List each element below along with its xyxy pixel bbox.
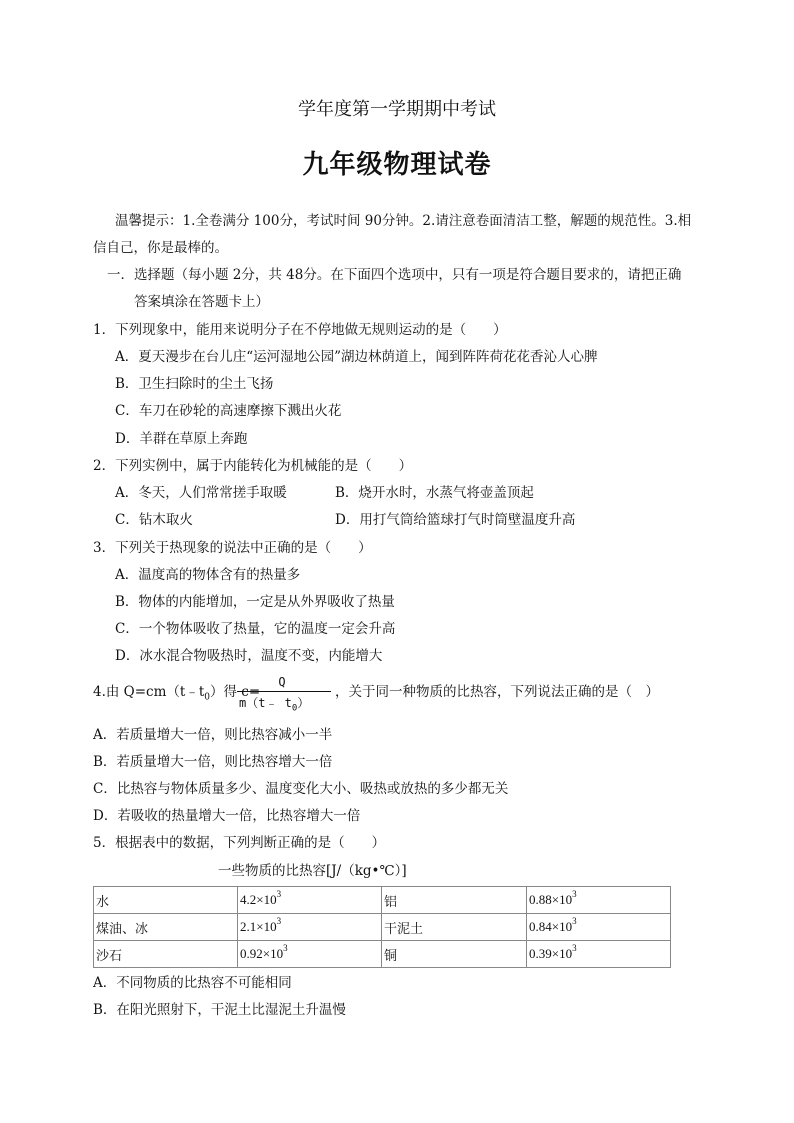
question-1-option-d: D．羊群在草原上奔跑 <box>115 431 248 447</box>
substance-cell: 沙石 <box>94 941 238 968</box>
section-heading-line-2: 答案填涂在答题卡上） <box>134 294 269 310</box>
table-row <box>94 887 671 914</box>
question-5-option-a: A．不同物质的比热容不可能相同 <box>93 975 292 991</box>
substance-cell: 干泥土 <box>382 914 527 941</box>
value-cell: $0.92\times 10^3$ <box>238 941 382 968</box>
question-4-stem-suffix: ，关于同一种物质的比热容，下列说法正确的是（ ） <box>335 684 659 700</box>
question-5-stem: 5．根据表中的数据，下列判断正确的是（ ） <box>93 835 386 851</box>
substance-cell: 铝 <box>382 887 527 914</box>
question-1-option-a: A．夏天漫步在台儿庄“运河湿地公园”湖边林荫道上，闻到阵阵荷花花香沁人心脾 <box>115 349 598 365</box>
value-cell: $0.39\times 10^3$ <box>527 941 671 968</box>
fraction-bar <box>237 691 331 692</box>
table-row <box>94 941 671 968</box>
table-row <box>94 914 671 941</box>
value-cell: $0.84\times 10^3$ <box>527 914 671 941</box>
exam-subtitle: 学年度第一学期期中考试 <box>298 99 496 120</box>
question-2-stem: 2．下列实例中，属于内能转化为机械能的是（ ） <box>93 458 413 474</box>
specific-heat-table <box>93 886 671 968</box>
fraction-denominator-subscript: 0 <box>291 703 298 714</box>
section-heading-line-1: 一．选择题（每小题 2分，共 48分。在下面四个选项中，只有一项是符合题目要求的，请把正确 <box>107 267 682 283</box>
table-caption: 一些物质的比热容[J/（kg•℃）] <box>218 863 407 879</box>
question-3-option-d: D．冰水混合物吸热时，温度不变，内能增大 <box>115 648 383 664</box>
question-4-formula-text: 4.由 Q=cm（t﹣t <box>93 684 205 700</box>
substance-cell: 煤油、冰 <box>94 914 238 941</box>
question-2-option-c: C．钻木取火 <box>115 512 193 528</box>
question-3-option-a: A．温度高的物体含有的热量多 <box>115 567 301 583</box>
question-3-stem: 3．下列关于热现象的说法中正确的是（ ） <box>93 540 372 556</box>
question-1-option-c: C．车刀在砂轮的高速摩擦下溅出火花 <box>115 403 342 419</box>
exam-title: 九年级物理试卷 <box>302 150 492 180</box>
question-3-option-c: C．一个物体吸收了热量，它的温度一定会升高 <box>115 621 396 637</box>
question-1-option-b: B．卫生扫除时的尘土飞扬 <box>115 376 274 392</box>
question-4-fraction <box>231 674 333 718</box>
question-4-option-d: D．若吸收的热量增大一倍，比热容增大一倍 <box>93 808 361 824</box>
fraction-numerator: Q <box>278 675 286 689</box>
notice-line-2: 信自己，你是最棒的。 <box>93 240 228 256</box>
question-3-option-b: B．物体的内能增加，一定是从外界吸收了热量 <box>115 594 395 610</box>
fraction-denominator-text: m（t﹣ t <box>239 696 292 710</box>
question-4-option-b: B．若质量增大一倍，则比热容增大一倍 <box>93 754 333 770</box>
question-4-option-a: A．若质量增大一倍，则比热容减小一半 <box>93 727 333 743</box>
notice-line-1: 温馨提示：1.全卷满分 100分，考试时间 90分钟。2.请注意卷面清洁工整，解题的规范性。3.相 <box>115 213 692 229</box>
value-cell: $2.1\times 10^3$ <box>238 914 382 941</box>
fraction-denominator <box>239 694 333 717</box>
value-cell: $0.88\times 10^3$ <box>527 887 671 914</box>
question-5-option-b: B．在阳光照射下，干泥土比湿泥土升温慢 <box>93 1002 346 1018</box>
question-4-subscript: 0 <box>204 692 210 703</box>
question-2-option-a: A．冬天，人们常常搓手取暖 <box>115 485 287 501</box>
question-2-option-b: B．烧开水时，水蒸气将壶盖顶起 <box>335 485 534 501</box>
question-1-stem: 1．下列现象中，能用来说明分子在不停地做无规则运动的是（ ） <box>93 322 507 338</box>
fraction-denominator-close: ） <box>297 696 310 710</box>
question-4-formula-mid: ）得 c= <box>210 684 261 700</box>
substance-cell: 铜 <box>382 941 527 968</box>
substance-cell: 水 <box>94 887 238 914</box>
question-4-option-c: C．比热容与物体质量多少、温度变化大小、吸热或放热的多少都无关 <box>93 781 509 797</box>
question-2-option-d: D．用打气筒给篮球打气时筒壁温度升高 <box>335 512 576 528</box>
value-cell: $4.2\times 10^3$ <box>238 887 382 914</box>
